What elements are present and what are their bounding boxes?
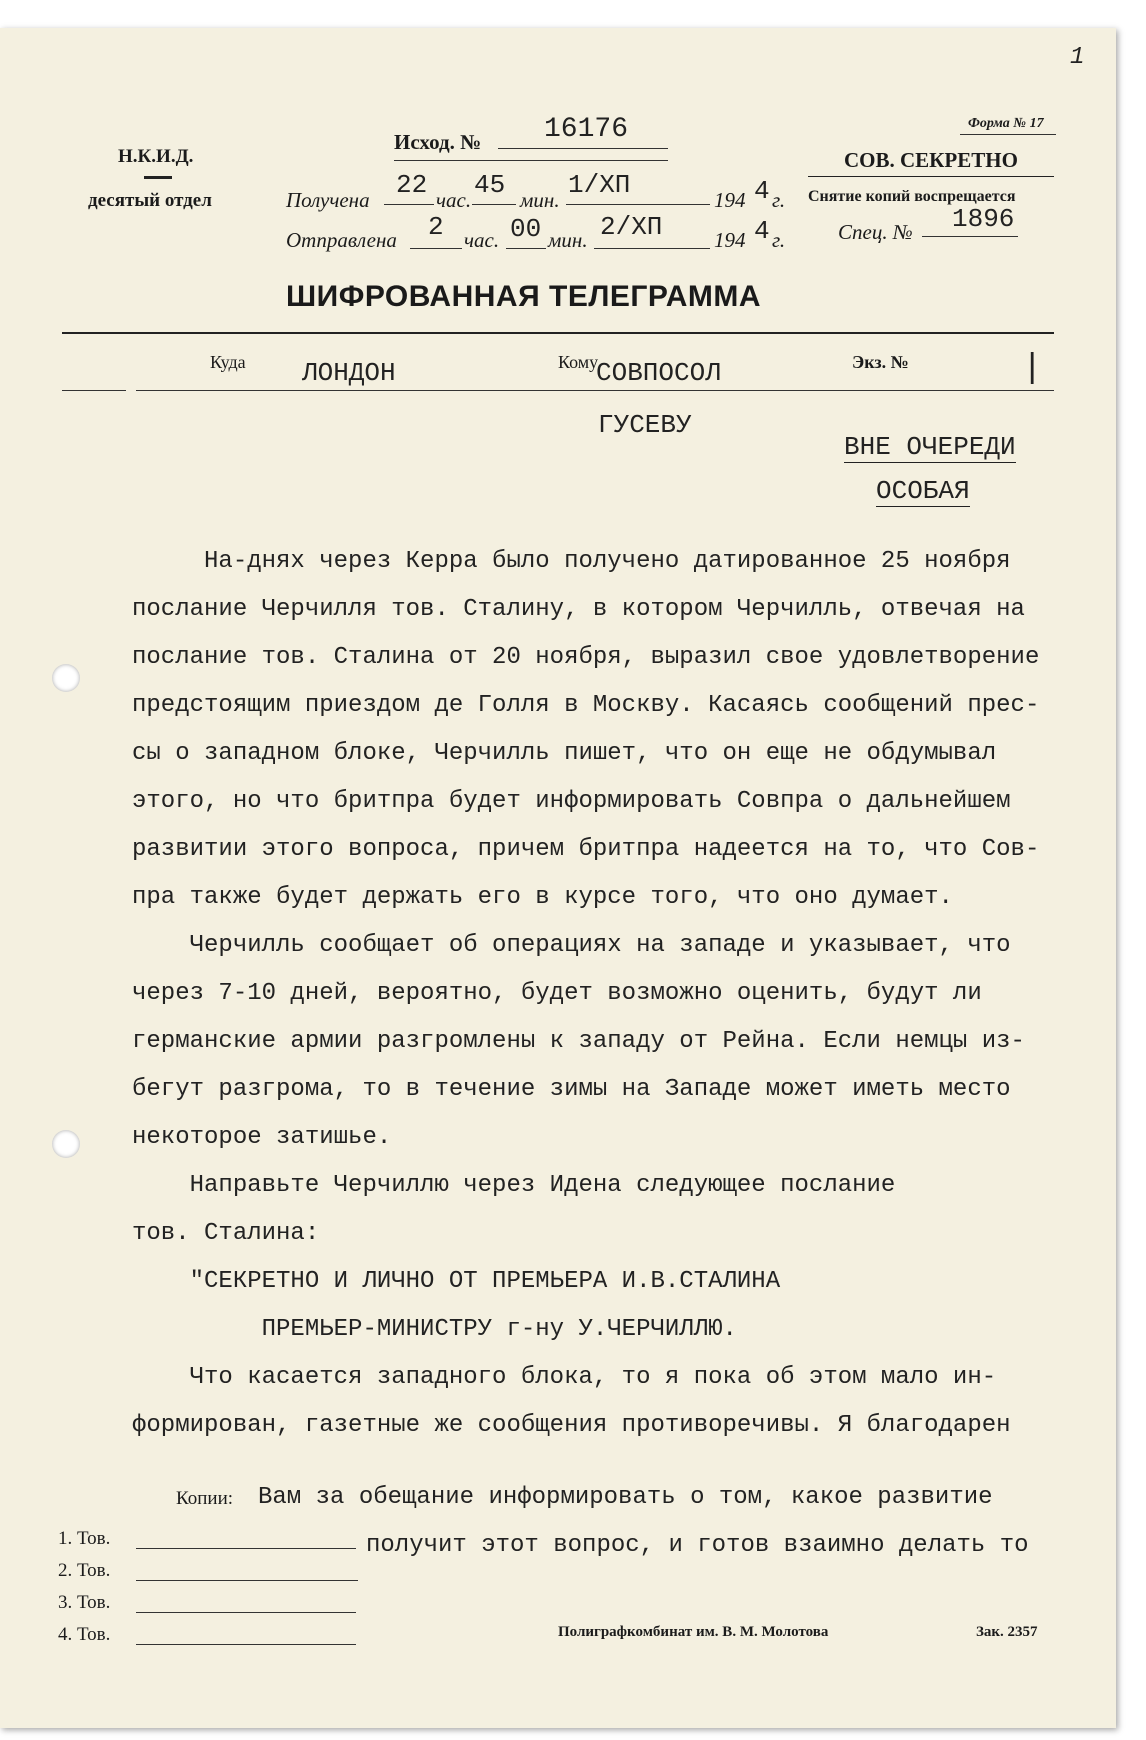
copy-number-value: | bbox=[1022, 350, 1043, 388]
received-hour: 22 bbox=[396, 170, 428, 200]
spec-label: Спец. № bbox=[838, 220, 913, 244]
received-hour-unit: час. bbox=[436, 188, 472, 212]
body-line: бегут разгрома, то в течение зимы на Западе может иметь место bbox=[132, 1076, 1011, 1103]
org-divider bbox=[144, 176, 172, 179]
punch-hole bbox=[52, 1130, 80, 1158]
destination-value: ЛОНДОН bbox=[302, 358, 396, 388]
priority-special: ОСОБАЯ bbox=[876, 476, 970, 506]
form-number: Форма № 17 bbox=[968, 116, 1044, 131]
body-line: формирован, газетные же сообщения противоречивы. Я благодарен bbox=[132, 1412, 1011, 1439]
body-line: сы о западном блоке, Черчилль пишет, что он еще не обдумывал bbox=[132, 740, 997, 767]
copy-recipient-line bbox=[136, 1612, 356, 1613]
body-line: "СЕКРЕТНО И ЛИЧНО ОТ ПРЕМЬЕРА И.В.СТАЛИНА bbox=[132, 1268, 781, 1295]
received-year-suffix: г. bbox=[772, 188, 786, 212]
printer-name: Полиграфкомбинат им. В. М. Молотова bbox=[558, 1624, 829, 1640]
spec-number: 1896 bbox=[952, 204, 1015, 234]
copy-recipient-line bbox=[136, 1580, 358, 1581]
tail-line: получит этот вопрос, и готов взаимно делать то bbox=[366, 1532, 1029, 1559]
org-name: Н.К.И.Д. bbox=[118, 146, 194, 167]
body-line: На-днях через Керра было получено датированное 25 ноября bbox=[132, 548, 1011, 575]
org-dept: десятый отдел bbox=[88, 190, 212, 211]
body-line: ПРЕМЬЕР-МИНИСТРУ г-ну У.ЧЕРЧИЛЛЮ. bbox=[132, 1316, 737, 1343]
document-title: ШИФРОВАННАЯ ТЕЛЕГРАММА bbox=[286, 280, 762, 313]
page-number: 1 bbox=[1070, 44, 1085, 71]
body-line: пра также будет держать его в курсе того, что оно думает. bbox=[132, 884, 953, 911]
document-sheet bbox=[0, 28, 1116, 1728]
body-line: германские армии разгромлены к западу от Рейна. Если немцы из- bbox=[132, 1028, 1025, 1055]
outgoing-label: Исход. № bbox=[394, 130, 482, 154]
body-line: развитии этого вопроса, причем бритпра надеется на то, что Сов- bbox=[132, 836, 1040, 863]
sent-year-prefix: 194 bbox=[714, 228, 746, 252]
copy-number-label: Экз. № bbox=[852, 352, 909, 372]
sent-hour: 2 bbox=[428, 212, 444, 242]
copy-recipient-label: 4. Тов. bbox=[58, 1624, 111, 1645]
body-line: послание тов. Сталина от 20 ноября, выразил свое удовлетворение bbox=[132, 644, 1040, 671]
received-year-digit: 4 bbox=[754, 176, 770, 206]
sent-date: 2/XП bbox=[600, 212, 663, 242]
received-date: 1/XП bbox=[568, 170, 631, 200]
tail-line: Вам за обещание информировать о том, какое развитие bbox=[258, 1484, 993, 1511]
order-number: Зак. 2357 bbox=[976, 1624, 1038, 1640]
received-year-prefix: 194 bbox=[714, 188, 746, 212]
sent-min: 00 bbox=[510, 214, 542, 244]
recipient-name: ГУСЕВУ bbox=[598, 410, 692, 440]
copies-label: Копии: bbox=[176, 1488, 234, 1509]
body-line: Направьте Черчиллю через Идена следующее послание bbox=[132, 1172, 896, 1199]
body-line: через 7-10 дней, вероятно, будет возможно оценить, будут ли bbox=[132, 980, 982, 1007]
sent-min-unit: мин. bbox=[548, 228, 588, 252]
recipient-value: СОВПОСОЛ bbox=[596, 358, 721, 388]
body-line: предстоящим приездом де Голля в Москву. Касаясь сообщений прес- bbox=[132, 692, 1040, 719]
received-min-unit: мин. bbox=[520, 188, 560, 212]
body-line: этого, но что бритпра будет информировать Совпра о дальнейшем bbox=[132, 788, 1011, 815]
punch-hole bbox=[52, 664, 80, 692]
received-min: 45 bbox=[474, 170, 506, 200]
sent-label: Отправлена bbox=[286, 228, 397, 252]
body-line: Черчилль сообщает об операциях на западе и указывает, что bbox=[132, 932, 1011, 959]
copy-recipient-line bbox=[136, 1548, 356, 1549]
outgoing-number: 16176 bbox=[544, 114, 629, 145]
recipient-label: Кому bbox=[558, 352, 599, 372]
copy-recipient-label: 3. Тов. bbox=[58, 1592, 111, 1613]
body-line: послание Черчилля тов. Сталину, в котором Черчилль, отвечая на bbox=[132, 596, 1025, 623]
body-line: некоторое затишье. bbox=[132, 1124, 392, 1151]
body-line: тов. Сталина: bbox=[132, 1220, 320, 1247]
sent-year-suffix: г. bbox=[772, 228, 786, 252]
copy-recipient-label: 1. Тов. bbox=[58, 1528, 111, 1549]
copy-restriction: Снятие копий воспрещается bbox=[808, 188, 1016, 205]
body-line: Что касается западного блока, то я пока об этом мало ин- bbox=[132, 1364, 997, 1391]
priority-urgent: ВНЕ ОЧЕРЕДИ bbox=[844, 432, 1016, 462]
sent-hour-unit: час. bbox=[464, 228, 500, 252]
sent-year-digit: 4 bbox=[754, 216, 770, 246]
received-label: Получена bbox=[286, 188, 370, 212]
classification: СОВ. СЕКРЕТНО bbox=[844, 148, 1018, 172]
title-rule bbox=[62, 332, 1054, 334]
copy-recipient-label: 2. Тов. bbox=[58, 1560, 111, 1581]
copy-recipient-line bbox=[136, 1644, 356, 1645]
destination-label: Куда bbox=[210, 352, 246, 372]
